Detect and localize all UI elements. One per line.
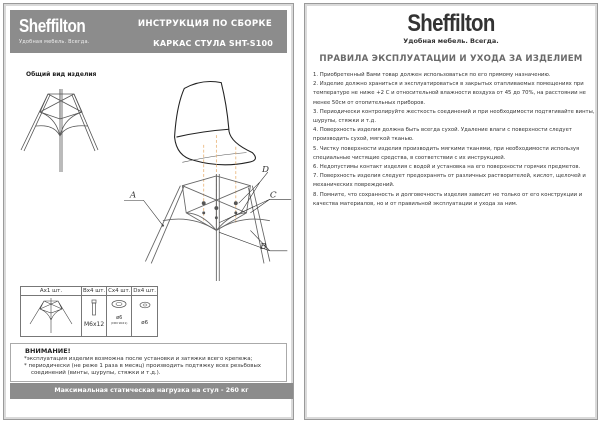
care-rules-page — [304, 3, 598, 420]
parts-header-b: Bx4 шт. — [82, 288, 106, 294]
parts-table — [20, 286, 158, 337]
chair-exploded-drawing — [124, 64, 299, 284]
rules-title: ПРАВИЛА ЭКСПЛУАТАЦИИ И УХОДА ЗА ИЗДЕЛИЕМ — [319, 54, 583, 64]
instructions-title: ИНСТРУКЦИЯ ПО СБОРКЕ — [137, 19, 272, 29]
part-b-bolt — [82, 296, 107, 337]
brand-tagline: Удобная мебель. Всегда. — [19, 39, 90, 45]
warning-line-1: *эксплуатация изделия возможна после установки и затяжки всего крепежа; — [24, 356, 253, 362]
brand-logo: Sheffilton — [407, 10, 495, 37]
callout-b: B — [260, 241, 267, 252]
callout-d: D — [262, 165, 270, 176]
frame-general-view-drawing — [16, 86, 106, 176]
small-washer-icon — [138, 300, 152, 310]
product-subtitle: КАРКАС СТУЛА SHT-S100 — [153, 39, 273, 48]
max-load-banner: Максимальная статическая нагрузка на стул - 260 кг — [10, 383, 293, 399]
warning-line-2: * периодически (не реже 1 раза в месяц) производить подтяжку всех резьбовых — [24, 363, 262, 369]
rule-item: 7. Поверхность изделия следует предохранять от различных растворителей, кислот, щелочей и механических повреждений. — [313, 173, 586, 189]
part-b-size: M6x12 — [83, 321, 105, 328]
part-d-size: ø6 — [141, 320, 149, 326]
callout-c: C — [269, 190, 277, 201]
assembly-instructions-page — [3, 3, 294, 420]
part-d-washer — [132, 296, 158, 337]
rule-item: 3. Периодически контролируйте жесткость соединений и при необходимости подтягивайте винты, шурупы, стяжки и т.д. — [313, 108, 595, 125]
warning-box — [10, 343, 287, 382]
rule-item: 6. Недопустимы контакт изделия с водой и установка на его поверхности горячих предметов. — [313, 164, 581, 171]
part-c-size: ø6 — [116, 315, 123, 321]
brand-tagline: Удобная мебель. Всегда. — [403, 37, 499, 45]
parts-header-c: Cx4 шт. — [108, 288, 131, 294]
warning-title: ВНИМАНИЕ! — [25, 347, 71, 355]
part-a-frame — [21, 296, 82, 337]
rule-item: 8. Помните, что сохранность и долговечность изделия зависит не только от его конструкции и качества материалов, но и от правильной эксплуатации и ухода за ним. — [313, 191, 583, 207]
warning-line-3: соединений (винты, шурупы, стяжки и т.д.). — [31, 370, 161, 376]
brand-logo: Sheffilton — [19, 16, 86, 36]
rule-item: 2. Изделие должно храниться и эксплуатироваться в закрытых отапливаемых помещениях при температуре не ниже +2 С и относительной влажности воздуха от 45 до 70%, на расстоянии не менее 50см от отопительных приборов. — [313, 81, 586, 106]
general-view-label: Общий вид изделия — [26, 71, 97, 78]
rule-item: 1. Приобретенный Вами товар должен использоваться по его прямому назначению. — [313, 72, 551, 78]
instructions-header — [10, 10, 287, 53]
bolt-icon — [87, 299, 101, 319]
rule-item: 5. Чистку поверхности изделия производить мягкими тканями, при необходимости используя специальные чистящие средства, в соответствии с их инструкцией. — [313, 145, 580, 161]
rules-list — [313, 71, 595, 209]
part-c-washer — [107, 296, 132, 337]
parts-header-a: Ax1 шт. — [21, 287, 82, 296]
parts-header-d: Dx4 шт. — [133, 288, 157, 294]
frame-icon — [26, 296, 76, 334]
washer-icon — [110, 299, 128, 309]
callout-a: A — [129, 190, 137, 201]
rule-item: 4. Поверхность изделия должна быть всегда сухой. Удаление влаги с поверхности следует производить сухой, мягкой тканью. — [313, 127, 572, 143]
part-c-standard: (DIN 9021) — [111, 321, 128, 325]
